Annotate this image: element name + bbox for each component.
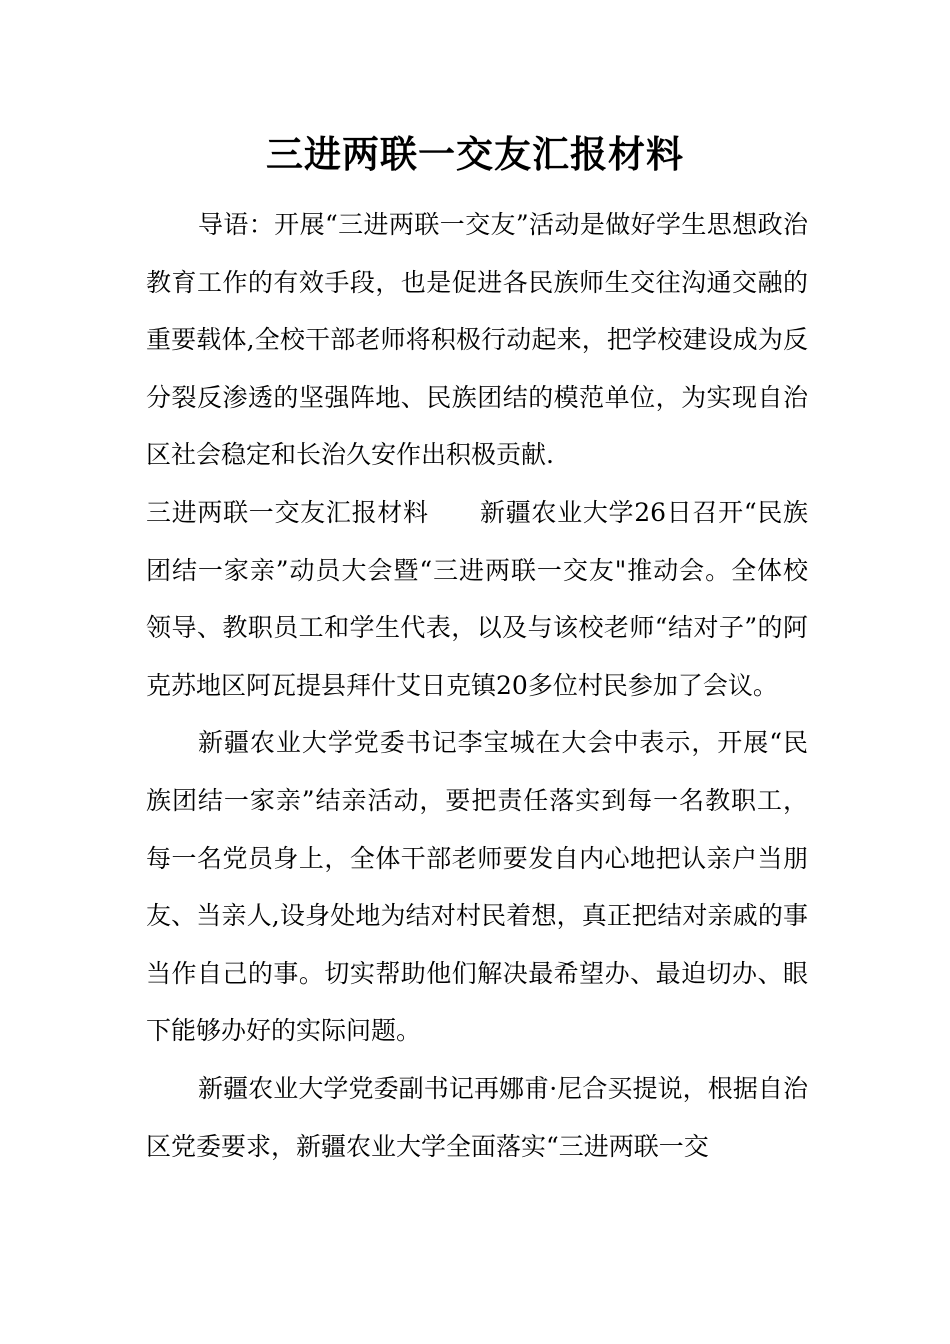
document-body (146, 196, 808, 1175)
paragraph-intro: 导语：开展“三进两联一交友”活动是做好学生思想政治教育工作的有效手段，也是促进各民族师生交往沟通交融的重要载体,全校干部老师将积极行动起来，把学校建设成为反分裂反渗透的坚强阵地、民族团结的模范单位，为实现自治区社会稳定和长治久安作出积极贡献. (146, 210, 808, 470)
paragraph-secretary: 新疆农业大学党委书记李宝城在大会中表示，开展“民族团结一家亲”结亲活动，要把责任落实到每一名教职工，每一名党员身上，全体干部老师要发自内心地把认亲户当朋友、当亲人,设身处地为结对村民着想，真正把结对亲戚的事当作自己的事。切实帮助他们解决最希望办、最迫切办、眼下能够办好的实际问题。 (146, 728, 808, 1046)
paragraph-meeting: 三进两联一交友汇报材料 新疆农业大学26日召开“民族团结一家亲”动员大会暨“三进两联一交友"推动会。全体校领导、教职员工和学生代表，以及与该校老师“结对子”的阿克苏地区阿瓦提县拜什艾日克镇20多位村民参加了会议。 (146, 497, 808, 700)
paragraph-deputy-secretary: 新疆农业大学党委副书记再娜甫·尼合买提说，根据自治区党委要求，新疆农业大学全面落实“三进两联一交 (146, 1073, 808, 1161)
document-title: 三进两联一交友汇报材料 (266, 132, 684, 176)
